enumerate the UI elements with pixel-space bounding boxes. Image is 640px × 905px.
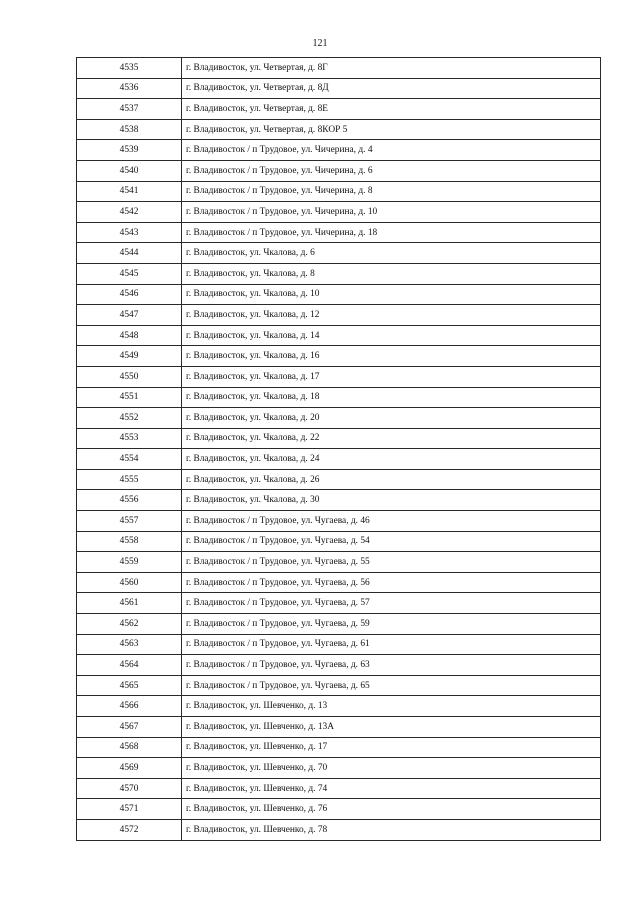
row-number-cell: 4535 bbox=[77, 58, 182, 79]
row-number-cell: 4543 bbox=[77, 222, 182, 243]
table-row bbox=[77, 305, 601, 326]
address-cell: г. Владивосток, ул. Четвертая, д. 8Г bbox=[182, 58, 601, 79]
address-cell: г. Владивосток / п Трудовое, ул. Чугаева, д. 56 bbox=[182, 572, 601, 593]
row-number-cell: 4565 bbox=[77, 675, 182, 696]
table-row bbox=[77, 655, 601, 676]
row-number-cell: 4562 bbox=[77, 614, 182, 635]
row-number-cell: 4564 bbox=[77, 655, 182, 676]
address-cell: г. Владивосток, ул. Четвертая, д. 8КОР 5 bbox=[182, 119, 601, 140]
table-row bbox=[77, 717, 601, 738]
address-cell: г. Владивосток / п Трудовое, ул. Чугаева, д. 55 bbox=[182, 552, 601, 573]
row-number-cell: 4563 bbox=[77, 634, 182, 655]
table-row bbox=[77, 552, 601, 573]
row-number-cell: 4570 bbox=[77, 778, 182, 799]
row-number-cell: 4548 bbox=[77, 325, 182, 346]
row-number-cell: 4539 bbox=[77, 140, 182, 161]
address-cell: г. Владивосток, ул. Шевченко, д. 78 bbox=[182, 819, 601, 840]
address-table bbox=[76, 57, 601, 841]
table-row bbox=[77, 531, 601, 552]
table-row bbox=[77, 408, 601, 429]
table-row bbox=[77, 181, 601, 202]
address-cell: г. Владивосток / п Трудовое, ул. Чичерина, д. 4 bbox=[182, 140, 601, 161]
address-cell: г. Владивосток, ул. Четвертая, д. 8Д bbox=[182, 78, 601, 99]
address-cell: г. Владивосток / п Трудовое, ул. Чугаева, д. 57 bbox=[182, 593, 601, 614]
row-number-cell: 4569 bbox=[77, 758, 182, 779]
table-row bbox=[77, 572, 601, 593]
address-cell: г. Владивосток / п Трудовое, ул. Чугаева, д. 63 bbox=[182, 655, 601, 676]
row-number-cell: 4571 bbox=[77, 799, 182, 820]
table-row bbox=[77, 58, 601, 79]
address-cell: г. Владивосток, ул. Шевченко, д. 17 bbox=[182, 737, 601, 758]
address-cell: г. Владивосток, ул. Чкалова, д. 6 bbox=[182, 243, 601, 264]
table-row bbox=[77, 593, 601, 614]
address-cell: г. Владивосток / п Трудовое, ул. Чугаева, д. 61 bbox=[182, 634, 601, 655]
address-cell: г. Владивосток / п Трудовое, ул. Чичерина, д. 8 bbox=[182, 181, 601, 202]
address-table-body bbox=[77, 58, 601, 841]
row-number-cell: 4566 bbox=[77, 696, 182, 717]
row-number-cell: 4537 bbox=[77, 99, 182, 120]
row-number-cell: 4572 bbox=[77, 819, 182, 840]
row-number-cell: 4542 bbox=[77, 202, 182, 223]
row-number-cell: 4538 bbox=[77, 119, 182, 140]
table-row bbox=[77, 202, 601, 223]
table-row bbox=[77, 222, 601, 243]
row-number-cell: 4550 bbox=[77, 366, 182, 387]
row-number-cell: 4567 bbox=[77, 717, 182, 738]
address-cell: г. Владивосток, ул. Чкалова, д. 22 bbox=[182, 428, 601, 449]
address-cell: г. Владивосток, ул. Шевченко, д. 13А bbox=[182, 717, 601, 738]
row-number-cell: 4551 bbox=[77, 387, 182, 408]
row-number-cell: 4561 bbox=[77, 593, 182, 614]
table-row bbox=[77, 119, 601, 140]
row-number-cell: 4549 bbox=[77, 346, 182, 367]
address-cell: г. Владивосток, ул. Шевченко, д. 13 bbox=[182, 696, 601, 717]
table-row bbox=[77, 263, 601, 284]
row-number-cell: 4554 bbox=[77, 449, 182, 470]
address-cell: г. Владивосток, ул. Чкалова, д. 10 bbox=[182, 284, 601, 305]
row-number-cell: 4547 bbox=[77, 305, 182, 326]
address-cell: г. Владивосток / п Трудовое, ул. Чугаева, д. 65 bbox=[182, 675, 601, 696]
table-row bbox=[77, 366, 601, 387]
table-row bbox=[77, 778, 601, 799]
address-cell: г. Владивосток, ул. Шевченко, д. 70 bbox=[182, 758, 601, 779]
table-row bbox=[77, 387, 601, 408]
address-cell: г. Владивосток, ул. Чкалова, д. 20 bbox=[182, 408, 601, 429]
row-number-cell: 4540 bbox=[77, 160, 182, 181]
table-row bbox=[77, 614, 601, 635]
table-row bbox=[77, 758, 601, 779]
table-row bbox=[77, 140, 601, 161]
address-cell: г. Владивосток, ул. Чкалова, д. 14 bbox=[182, 325, 601, 346]
table-row bbox=[77, 160, 601, 181]
row-number-cell: 4556 bbox=[77, 490, 182, 511]
row-number-cell: 4559 bbox=[77, 552, 182, 573]
address-cell: г. Владивосток, ул. Чкалова, д. 30 bbox=[182, 490, 601, 511]
page-number: 121 bbox=[312, 38, 328, 49]
table-row bbox=[77, 78, 601, 99]
table-row bbox=[77, 284, 601, 305]
address-cell: г. Владивосток, ул. Шевченко, д. 74 bbox=[182, 778, 601, 799]
address-cell: г. Владивосток, ул. Чкалова, д. 12 bbox=[182, 305, 601, 326]
address-cell: г. Владивосток / п Трудовое, ул. Чугаева, д. 46 bbox=[182, 511, 601, 532]
row-number-cell: 4557 bbox=[77, 511, 182, 532]
table-row bbox=[77, 819, 601, 840]
row-number-cell: 4555 bbox=[77, 469, 182, 490]
address-cell: г. Владивосток, ул. Чкалова, д. 26 bbox=[182, 469, 601, 490]
table-row bbox=[77, 634, 601, 655]
row-number-cell: 4552 bbox=[77, 408, 182, 429]
address-cell: г. Владивосток / п Трудовое, ул. Чичерина, д. 6 bbox=[182, 160, 601, 181]
address-cell: г. Владивосток, ул. Четвертая, д. 8Е bbox=[182, 99, 601, 120]
table-row bbox=[77, 325, 601, 346]
address-cell: г. Владивосток / п Трудовое, ул. Чичерина, д. 10 bbox=[182, 202, 601, 223]
address-cell: г. Владивосток, ул. Шевченко, д. 76 bbox=[182, 799, 601, 820]
table-row bbox=[77, 243, 601, 264]
table-row bbox=[77, 799, 601, 820]
table-row bbox=[77, 99, 601, 120]
table-row bbox=[77, 696, 601, 717]
address-cell: г. Владивосток, ул. Чкалова, д. 17 bbox=[182, 366, 601, 387]
table-row bbox=[77, 346, 601, 367]
row-number-cell: 4541 bbox=[77, 181, 182, 202]
address-cell: г. Владивосток / п Трудовое, ул. Чугаева, д. 59 bbox=[182, 614, 601, 635]
row-number-cell: 4558 bbox=[77, 531, 182, 552]
row-number-cell: 4560 bbox=[77, 572, 182, 593]
address-cell: г. Владивосток, ул. Чкалова, д. 18 bbox=[182, 387, 601, 408]
row-number-cell: 4546 bbox=[77, 284, 182, 305]
row-number-cell: 4568 bbox=[77, 737, 182, 758]
row-number-cell: 4553 bbox=[77, 428, 182, 449]
address-cell: г. Владивосток / п Трудовое, ул. Чугаева, д. 54 bbox=[182, 531, 601, 552]
address-cell: г. Владивосток, ул. Чкалова, д. 8 bbox=[182, 263, 601, 284]
address-cell: г. Владивосток, ул. Чкалова, д. 16 bbox=[182, 346, 601, 367]
table-row bbox=[77, 469, 601, 490]
table-row bbox=[77, 511, 601, 532]
row-number-cell: 4545 bbox=[77, 263, 182, 284]
row-number-cell: 4536 bbox=[77, 78, 182, 99]
table-row bbox=[77, 428, 601, 449]
table-row bbox=[77, 675, 601, 696]
row-number-cell: 4544 bbox=[77, 243, 182, 264]
address-cell: г. Владивосток, ул. Чкалова, д. 24 bbox=[182, 449, 601, 470]
table-row bbox=[77, 737, 601, 758]
table-row bbox=[77, 490, 601, 511]
address-cell: г. Владивосток / п Трудовое, ул. Чичерина, д. 18 bbox=[182, 222, 601, 243]
table-row bbox=[77, 449, 601, 470]
